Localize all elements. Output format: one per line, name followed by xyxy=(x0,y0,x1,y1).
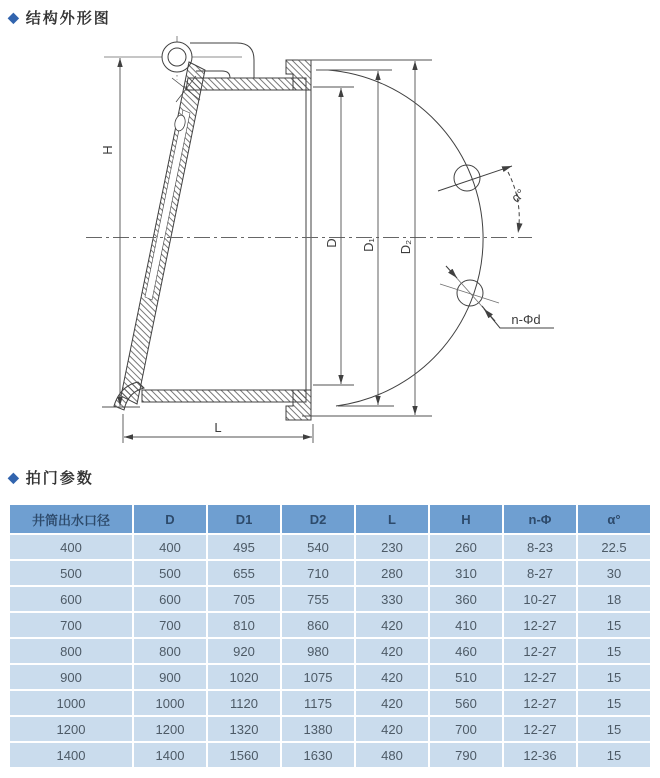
table-cell: 12-27 xyxy=(504,691,576,715)
section-title: 结构外形图 xyxy=(25,10,111,27)
table-cell: 600 xyxy=(134,587,206,611)
table-cell: 1320 xyxy=(208,717,280,741)
header-cell: n-Φ xyxy=(504,505,576,533)
table-cell: 710 xyxy=(282,561,354,585)
table-cell: 8-27 xyxy=(504,561,576,585)
dim-label-n-phi-d: n-Φd xyxy=(511,312,541,327)
parameters-table xyxy=(8,503,652,769)
table-cell: 15 xyxy=(578,691,650,715)
header-cell: H xyxy=(430,505,502,533)
header-cell: 井筒出水口径 xyxy=(10,505,132,533)
table-cell: 460 xyxy=(430,639,502,663)
table-cell: 420 xyxy=(356,717,428,741)
table-cell: 15 xyxy=(578,665,650,689)
table-cell: 230 xyxy=(356,535,428,559)
header-cell: D2 xyxy=(282,505,354,533)
dim-label-L: L xyxy=(214,420,222,435)
table-cell: 330 xyxy=(356,587,428,611)
table-cell: 1400 xyxy=(134,743,206,767)
dim-label-D1: D₁ xyxy=(361,238,376,252)
table-row xyxy=(10,743,650,767)
table-cell: 510 xyxy=(430,665,502,689)
diamond-icon: ◆ xyxy=(8,9,19,25)
table-body xyxy=(10,535,650,767)
table-header xyxy=(10,505,650,533)
table-cell: 560 xyxy=(430,691,502,715)
table-cell: 400 xyxy=(10,535,132,559)
table-cell: 260 xyxy=(430,535,502,559)
table-cell: 420 xyxy=(356,639,428,663)
table-cell: 540 xyxy=(282,535,354,559)
table-cell: 15 xyxy=(578,717,650,741)
table-cell: 1020 xyxy=(208,665,280,689)
table-cell: 495 xyxy=(208,535,280,559)
table-cell: 1075 xyxy=(282,665,354,689)
table-cell: 790 xyxy=(430,743,502,767)
table-cell: 1120 xyxy=(208,691,280,715)
table-cell: 810 xyxy=(208,613,280,637)
body-bottom-wall xyxy=(142,390,306,402)
body-top-wall xyxy=(186,78,306,90)
table-row xyxy=(10,561,650,585)
table-cell: 655 xyxy=(208,561,280,585)
table-row xyxy=(10,535,650,559)
table-cell: 12-36 xyxy=(504,743,576,767)
table-cell: 800 xyxy=(10,639,132,663)
table-row xyxy=(10,717,650,741)
table-cell: 420 xyxy=(356,613,428,637)
parameters-table-wrap xyxy=(8,503,652,769)
table-cell: 12-27 xyxy=(504,639,576,663)
table-cell: 400 xyxy=(134,535,206,559)
table-cell: 12-27 xyxy=(504,613,576,637)
table-row xyxy=(10,587,650,611)
bolt-holes xyxy=(438,165,554,328)
table-cell: 600 xyxy=(10,587,132,611)
body-foot xyxy=(114,382,144,410)
valve-body-section xyxy=(104,36,311,420)
table-cell: 900 xyxy=(134,665,206,689)
table-cell: 10-27 xyxy=(504,587,576,611)
table-cell: 12-27 xyxy=(504,665,576,689)
table-cell: 980 xyxy=(282,639,354,663)
table-cell: 15 xyxy=(578,613,650,637)
table-cell: 705 xyxy=(208,587,280,611)
table-cell: 360 xyxy=(430,587,502,611)
section-heading-parameters xyxy=(8,467,94,488)
table-cell: 700 xyxy=(10,613,132,637)
table-cell: 22.5 xyxy=(578,535,650,559)
table-cell: 310 xyxy=(430,561,502,585)
table-cell: 1380 xyxy=(282,717,354,741)
table-cell: 1400 xyxy=(10,743,132,767)
header-cell: α° xyxy=(578,505,650,533)
table-cell: 410 xyxy=(430,613,502,637)
header-cell: D1 xyxy=(208,505,280,533)
table-cell: 500 xyxy=(10,561,132,585)
table-cell: 18 xyxy=(578,587,650,611)
table-cell: 860 xyxy=(282,613,354,637)
section-title: 拍门参数 xyxy=(25,470,94,487)
table-cell: 8-23 xyxy=(504,535,576,559)
table-cell: 12-27 xyxy=(504,717,576,741)
table-cell: 420 xyxy=(356,665,428,689)
dim-label-alpha: α° xyxy=(508,185,528,206)
table-row xyxy=(10,613,650,637)
diamond-icon: ◆ xyxy=(8,469,19,485)
header-cell: L xyxy=(356,505,428,533)
door-disc-arc xyxy=(328,70,483,406)
table-cell: 15 xyxy=(578,639,650,663)
table-cell: 700 xyxy=(134,613,206,637)
table-cell: 480 xyxy=(356,743,428,767)
table-cell: 500 xyxy=(134,561,206,585)
table-row xyxy=(10,639,650,663)
table-cell: 420 xyxy=(356,691,428,715)
table-cell: 30 xyxy=(578,561,650,585)
table-cell: 1630 xyxy=(282,743,354,767)
table-cell: 280 xyxy=(356,561,428,585)
table-cell: 1000 xyxy=(10,691,132,715)
table-cell: 1560 xyxy=(208,743,280,767)
table-cell: 920 xyxy=(208,639,280,663)
header-cell: D xyxy=(134,505,206,533)
table-row xyxy=(10,665,650,689)
table-row xyxy=(10,691,650,715)
table-cell: 1200 xyxy=(10,717,132,741)
dim-label-H: H xyxy=(100,145,115,155)
table-cell: 1175 xyxy=(282,691,354,715)
table-cell: 900 xyxy=(10,665,132,689)
dim-label-D: D xyxy=(324,238,339,248)
table-cell: 700 xyxy=(430,717,502,741)
table-cell: 1200 xyxy=(134,717,206,741)
table-cell: 755 xyxy=(282,587,354,611)
table-cell: 800 xyxy=(134,639,206,663)
table-cell: 15 xyxy=(578,743,650,767)
table-cell: 1000 xyxy=(134,691,206,715)
dim-label-D2: D₂ xyxy=(398,239,413,255)
